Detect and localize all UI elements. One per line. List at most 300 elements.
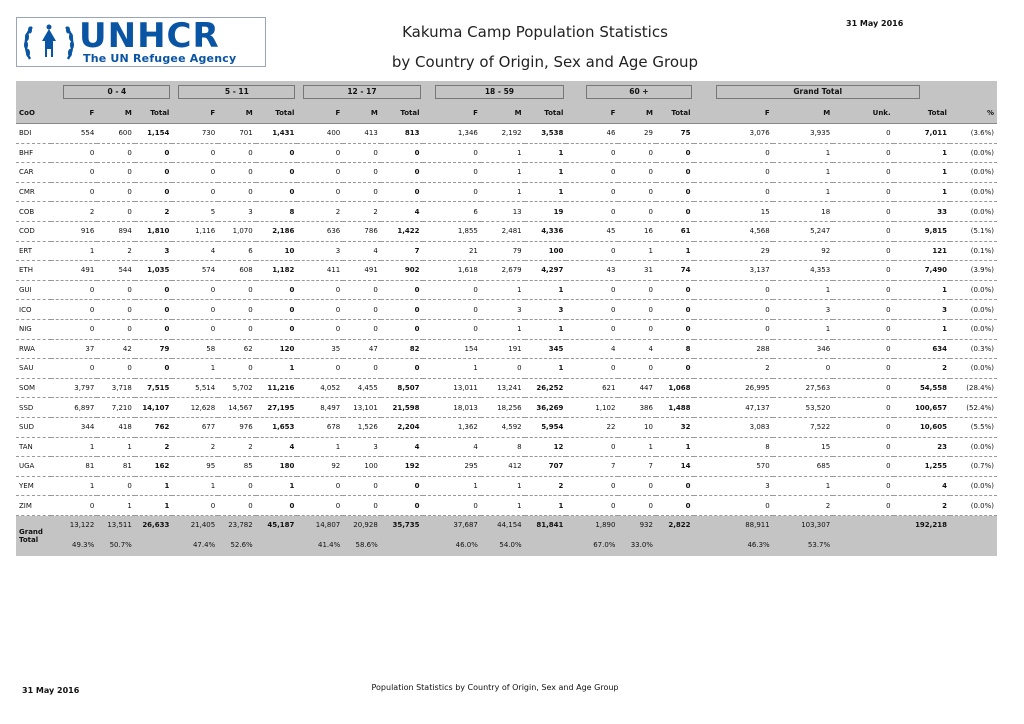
table-cell: 79	[481, 241, 525, 261]
age-group-header-row	[16, 81, 997, 103]
table-cell: 1,618	[423, 261, 481, 281]
col-coo: CoO	[16, 103, 51, 124]
table-cell: 18	[773, 202, 833, 222]
table-cell: 6	[218, 241, 256, 261]
table-cell: 1	[423, 476, 481, 496]
table-cell: (0.0%)	[950, 319, 997, 339]
country-code-cell: CMR	[16, 182, 51, 202]
col-total: Total	[381, 103, 423, 124]
table-cell: 13,011	[423, 378, 481, 398]
table-cell: 0	[97, 143, 135, 163]
table-cell: 1	[256, 359, 298, 379]
table-cell: 0	[694, 300, 773, 320]
table-cell: 62	[218, 339, 256, 359]
table-cell: 3	[297, 241, 343, 261]
table-cell: 1	[525, 143, 567, 163]
table-cell: 0	[423, 182, 481, 202]
table-row	[16, 398, 997, 418]
table-cell: 295	[423, 457, 481, 477]
table-cell: 0	[381, 476, 423, 496]
table-cell: 81	[97, 457, 135, 477]
table-cell: 26,995	[694, 378, 773, 398]
col-f: F	[51, 103, 97, 124]
table-cell: 0	[694, 143, 773, 163]
col-total: Total	[256, 103, 298, 124]
table-cell: 0	[833, 300, 893, 320]
table-cell: 1	[525, 319, 567, 339]
table-cell: 14,567	[218, 398, 256, 418]
table-cell: 13,101	[343, 398, 381, 418]
table-cell: 3,538	[525, 124, 567, 144]
table-cell: 0	[135, 163, 173, 183]
grand-total-percent-cell	[381, 535, 423, 556]
table-cell: 2	[343, 202, 381, 222]
table-cell: 14,107	[135, 398, 173, 418]
grand-total-cell: 103,307	[773, 515, 833, 535]
table-cell: 27,195	[256, 398, 298, 418]
table-cell: 902	[381, 261, 423, 281]
col-f: F	[172, 103, 218, 124]
table-cell: 1	[297, 437, 343, 457]
grand-total-cell: 37,687	[423, 515, 481, 535]
table-cell: 0	[618, 202, 656, 222]
table-cell: 1	[481, 163, 525, 183]
table-cell: 344	[51, 417, 97, 437]
table-cell: 0	[833, 417, 893, 437]
table-cell: 11,216	[256, 378, 298, 398]
table-cell: 0	[297, 319, 343, 339]
table-cell: 685	[773, 457, 833, 477]
country-code-cell: SAU	[16, 359, 51, 379]
grand-total-cell: 44,154	[481, 515, 525, 535]
table-cell: 1	[135, 496, 173, 516]
table-cell: 1	[423, 359, 481, 379]
col-m: M	[481, 103, 525, 124]
table-cell: 0	[343, 476, 381, 496]
table-cell: 0	[172, 280, 218, 300]
col-total: Total	[894, 103, 950, 124]
country-code-cell: YEM	[16, 476, 51, 496]
table-cell: 1	[97, 496, 135, 516]
col-total: Total	[656, 103, 694, 124]
table-cell: 0	[566, 163, 618, 183]
country-code-cell: COB	[16, 202, 51, 222]
table-cell: 0	[694, 319, 773, 339]
table-cell: 3	[218, 202, 256, 222]
table-cell: 0	[172, 163, 218, 183]
grand-total-percent-cell	[256, 535, 298, 556]
col-m: M	[773, 103, 833, 124]
table-cell: 0	[833, 378, 893, 398]
table-cell: 0	[833, 143, 893, 163]
table-cell: 418	[97, 417, 135, 437]
table-cell: 0	[51, 359, 97, 379]
table-cell: 608	[218, 261, 256, 281]
country-code-cell: COD	[16, 221, 51, 241]
table-cell: 0	[833, 221, 893, 241]
col-f: F	[297, 103, 343, 124]
table-cell: 4,297	[525, 261, 567, 281]
grand-total-cell: 932	[618, 515, 656, 535]
table-cell: 45	[566, 221, 618, 241]
table-cell: 2,204	[381, 417, 423, 437]
table-cell: 0	[218, 496, 256, 516]
table-cell: 0	[297, 280, 343, 300]
table-cell: 0	[833, 124, 893, 144]
table-cell: 1	[618, 241, 656, 261]
report-title: Kakuma Camp Population Statistics	[402, 23, 668, 41]
table-cell: 1	[481, 143, 525, 163]
population-table	[16, 81, 997, 556]
table-cell: 0	[97, 280, 135, 300]
table-cell: 8	[256, 202, 298, 222]
table-cell: 14	[656, 457, 694, 477]
grand-total-cell: 88,911	[694, 515, 773, 535]
table-cell: 0	[135, 143, 173, 163]
table-cell: 8	[481, 437, 525, 457]
table-cell: 5	[172, 202, 218, 222]
table-cell: 0	[694, 280, 773, 300]
table-cell: 0	[297, 476, 343, 496]
table-cell: 0	[343, 143, 381, 163]
table-cell: 1	[481, 182, 525, 202]
table-cell: 4	[618, 339, 656, 359]
table-cell: 0	[343, 496, 381, 516]
table-cell: 32	[656, 417, 694, 437]
grand-total-percent-cell: 54.0%	[481, 535, 525, 556]
country-code-cell: BHF	[16, 143, 51, 163]
table-cell: 0	[97, 319, 135, 339]
country-code-cell: UGA	[16, 457, 51, 477]
table-cell: 0	[297, 163, 343, 183]
table-cell: 7,210	[97, 398, 135, 418]
grand-total-percent-cell	[656, 535, 694, 556]
table-cell: 0	[833, 280, 893, 300]
table-cell: 1	[773, 319, 833, 339]
table-cell: 386	[618, 398, 656, 418]
table-cell: 0	[566, 143, 618, 163]
table-cell: 180	[256, 457, 298, 477]
table-cell: 3	[694, 476, 773, 496]
grand-total-percent-cell: 46.3%	[694, 535, 773, 556]
table-cell: 491	[343, 261, 381, 281]
table-cell: 0	[172, 496, 218, 516]
table-cell: 411	[297, 261, 343, 281]
table-cell: 0	[381, 300, 423, 320]
table-row	[16, 437, 997, 457]
grand-total-cell: 2,822	[656, 515, 694, 535]
table-cell: 2,679	[481, 261, 525, 281]
country-code-cell: NIG	[16, 319, 51, 339]
table-cell: 894	[97, 221, 135, 241]
table-cell: 2	[97, 241, 135, 261]
table-cell: 491	[51, 261, 97, 281]
table-cell: 9,815	[894, 221, 950, 241]
table-cell: 0	[566, 202, 618, 222]
table-cell: 18,256	[481, 398, 525, 418]
table-cell: 10	[618, 417, 656, 437]
table-cell: 0	[618, 143, 656, 163]
table-row	[16, 496, 997, 516]
table-cell: 0	[481, 359, 525, 379]
table-cell: 0	[618, 163, 656, 183]
logo-name: UNHCR	[79, 16, 220, 56]
table-cell: 5,247	[773, 221, 833, 241]
table-cell: 12,628	[172, 398, 218, 418]
table-row	[16, 202, 997, 222]
table-cell: 3	[894, 300, 950, 320]
table-cell: 7	[566, 457, 618, 477]
table-cell: 0	[656, 163, 694, 183]
table-cell: 2	[525, 476, 567, 496]
table-cell: (0.0%)	[950, 437, 997, 457]
country-code-cell: BDI	[16, 124, 51, 144]
table-cell: 4,353	[773, 261, 833, 281]
table-cell: 53,520	[773, 398, 833, 418]
group-header: 18 - 59	[435, 85, 565, 99]
table-cell: 0	[694, 496, 773, 516]
table-cell: 0	[833, 496, 893, 516]
table-cell: 0	[656, 476, 694, 496]
table-cell: 1,035	[135, 261, 173, 281]
table-cell: 8,497	[297, 398, 343, 418]
table-cell: 0	[618, 319, 656, 339]
table-cell: 7,515	[135, 378, 173, 398]
table-cell: 81	[51, 457, 97, 477]
table-cell: (0.0%)	[950, 300, 997, 320]
table-cell: 1	[773, 143, 833, 163]
table-cell: 1,102	[566, 398, 618, 418]
table-cell: (0.0%)	[950, 359, 997, 379]
table-cell: 1	[135, 476, 173, 496]
table-cell: 0	[833, 319, 893, 339]
table-row	[16, 182, 997, 202]
grand-total-percent-cell: 47.4%	[172, 535, 218, 556]
grand-total-cell: 26,633	[135, 515, 173, 535]
table-cell: 2,186	[256, 221, 298, 241]
table-cell: 0	[833, 202, 893, 222]
grand-total-cell	[950, 515, 997, 535]
country-code-cell: ERT	[16, 241, 51, 261]
column-header-row	[16, 103, 997, 124]
table-cell: 447	[618, 378, 656, 398]
table-cell: 58	[172, 339, 218, 359]
table-cell: 0	[833, 359, 893, 379]
table-cell: 7	[381, 241, 423, 261]
country-code-cell: ZIM	[16, 496, 51, 516]
table-cell: 74	[656, 261, 694, 281]
table-cell: 1,855	[423, 221, 481, 241]
table-cell: 0	[656, 182, 694, 202]
table-cell: 0	[97, 202, 135, 222]
table-cell: 0	[566, 241, 618, 261]
table-cell: 33	[894, 202, 950, 222]
table-cell: (0.7%)	[950, 457, 997, 477]
table-cell: 0	[566, 496, 618, 516]
table-cell: 677	[172, 417, 218, 437]
table-cell: (0.1%)	[950, 241, 997, 261]
table-cell: (0.0%)	[950, 143, 997, 163]
grand-total-percent-cell: 33.0%	[618, 535, 656, 556]
grand-total-percent-cell	[894, 535, 950, 556]
grand-total-cell: 20,928	[343, 515, 381, 535]
table-row	[16, 280, 997, 300]
grand-total-percent-cell: 67.0%	[566, 535, 618, 556]
table-cell: 54,558	[894, 378, 950, 398]
table-cell: (0.0%)	[950, 202, 997, 222]
table-cell: 3,935	[773, 124, 833, 144]
table-cell: 3,083	[694, 417, 773, 437]
table-cell: 0	[51, 182, 97, 202]
table-cell: 8	[656, 339, 694, 359]
grand-total-cell: 13,511	[97, 515, 135, 535]
country-code-cell: TAN	[16, 437, 51, 457]
table-cell: 0	[566, 437, 618, 457]
table-cell: 12	[525, 437, 567, 457]
table-cell: 0	[256, 143, 298, 163]
table-cell: 29	[618, 124, 656, 144]
table-cell: 0	[256, 496, 298, 516]
table-cell: 0	[135, 319, 173, 339]
table-cell: 0	[618, 300, 656, 320]
table-cell: 2	[694, 359, 773, 379]
group-header: Grand Total	[716, 85, 920, 99]
table-cell: 730	[172, 124, 218, 144]
table-cell: 0	[423, 496, 481, 516]
grand-total-cell: 35,735	[381, 515, 423, 535]
table-cell: 1,154	[135, 124, 173, 144]
table-cell: 4,336	[525, 221, 567, 241]
col-f: F	[694, 103, 773, 124]
grand-total-cell: 21,405	[172, 515, 218, 535]
col-m: M	[618, 103, 656, 124]
table-cell: 29	[694, 241, 773, 261]
table-cell: 0	[656, 319, 694, 339]
table-cell: 1	[172, 359, 218, 379]
table-cell: 0	[423, 280, 481, 300]
table-cell: 786	[343, 221, 381, 241]
table-cell: 92	[773, 241, 833, 261]
table-cell: 0	[833, 457, 893, 477]
table-cell: 1	[525, 163, 567, 183]
table-cell: 0	[97, 182, 135, 202]
table-cell: 0	[381, 143, 423, 163]
country-code-cell: SSD	[16, 398, 51, 418]
table-cell: 400	[297, 124, 343, 144]
grand-total-cell: 192,218	[894, 515, 950, 535]
table-cell: 1,431	[256, 124, 298, 144]
table-cell: 100	[525, 241, 567, 261]
table-cell: 0	[218, 163, 256, 183]
table-cell: 1,116	[172, 221, 218, 241]
table-cell: 1	[97, 437, 135, 457]
table-row	[16, 261, 997, 281]
table-cell: 2	[218, 437, 256, 457]
logo-tagline: The UN Refugee Agency	[83, 52, 237, 65]
table-row	[16, 300, 997, 320]
table-cell: 0	[297, 359, 343, 379]
table-cell: 0	[694, 163, 773, 183]
table-cell: 5,702	[218, 378, 256, 398]
table-cell: 43	[566, 261, 618, 281]
table-cell: 0	[297, 300, 343, 320]
grand-total-percent-cell: 49.3%	[51, 535, 97, 556]
table-cell: 1	[894, 143, 950, 163]
table-cell: 1	[525, 182, 567, 202]
table-cell: 0	[218, 319, 256, 339]
table-cell: 0	[618, 280, 656, 300]
grand-total-label: Grand Total	[16, 515, 51, 556]
table-cell: 0	[833, 182, 893, 202]
table-cell: 1	[51, 241, 97, 261]
table-cell: 2	[773, 496, 833, 516]
table-cell: 3	[135, 241, 173, 261]
table-cell: 0	[256, 280, 298, 300]
table-cell: 5,954	[525, 417, 567, 437]
table-cell: 8,507	[381, 378, 423, 398]
table-cell: 3,076	[694, 124, 773, 144]
table-cell: 0	[343, 359, 381, 379]
table-cell: 37	[51, 339, 97, 359]
table-cell: 0	[343, 163, 381, 183]
table-cell: 31	[618, 261, 656, 281]
table-cell: 762	[135, 417, 173, 437]
table-cell: 413	[343, 124, 381, 144]
table-cell: 22	[566, 417, 618, 437]
table-cell: 2	[894, 359, 950, 379]
table-cell: 0	[656, 280, 694, 300]
table-cell: 3	[343, 437, 381, 457]
table-cell: (5.1%)	[950, 221, 997, 241]
grand-total-cell: 45,187	[256, 515, 298, 535]
grand-total-percent-cell: 58.6%	[343, 535, 381, 556]
table-cell: 47	[343, 339, 381, 359]
table-cell: 0	[694, 182, 773, 202]
grand-total-percent-cell: 52.6%	[218, 535, 256, 556]
table-cell: 0	[343, 300, 381, 320]
table-cell: 3	[773, 300, 833, 320]
table-cell: 3	[525, 300, 567, 320]
table-cell: 7,522	[773, 417, 833, 437]
table-cell: 1	[525, 359, 567, 379]
table-cell: 26,252	[525, 378, 567, 398]
table-cell: 4	[381, 202, 423, 222]
table-cell: 0	[218, 476, 256, 496]
col-m: M	[343, 103, 381, 124]
table-cell: 1	[481, 496, 525, 516]
table-cell: 554	[51, 124, 97, 144]
table-cell: 0	[566, 280, 618, 300]
table-cell: 0	[833, 398, 893, 418]
table-cell: 100,657	[894, 398, 950, 418]
table-cell: 3,718	[97, 378, 135, 398]
table-cell: 79	[135, 339, 173, 359]
table-cell: 21	[423, 241, 481, 261]
table-cell: 0	[381, 280, 423, 300]
table-cell: 1	[894, 163, 950, 183]
grand-total-percent-cell: 50.7%	[97, 535, 135, 556]
table-cell: 0	[172, 143, 218, 163]
table-cell: 21,598	[381, 398, 423, 418]
country-code-cell: SUD	[16, 417, 51, 437]
grand-total-cell: 23,782	[218, 515, 256, 535]
table-cell: 154	[423, 339, 481, 359]
table-cell: 0	[256, 182, 298, 202]
table-cell: 10	[256, 241, 298, 261]
table-cell: 600	[97, 124, 135, 144]
table-cell: 544	[97, 261, 135, 281]
table-cell: 0	[256, 163, 298, 183]
